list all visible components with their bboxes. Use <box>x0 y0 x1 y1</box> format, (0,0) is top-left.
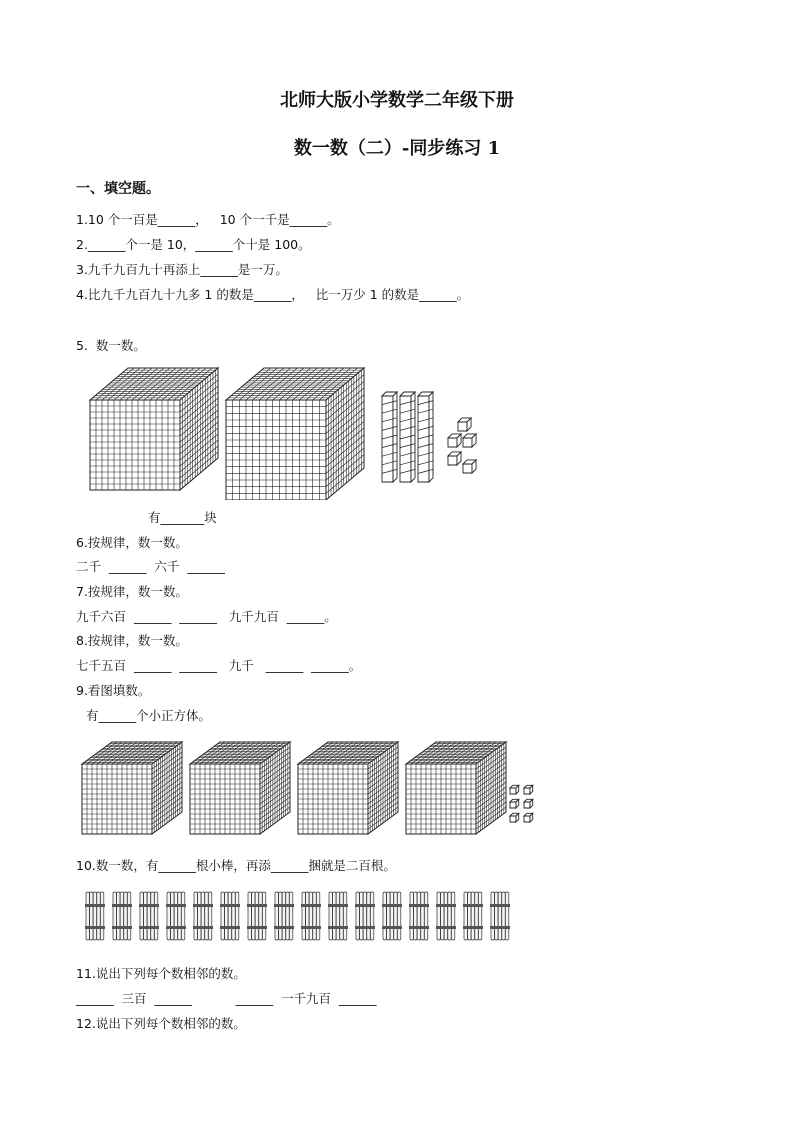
section-heading: 一、填空题。 <box>76 181 160 197</box>
question-10: 10.数一数，有______根小棒，再添______捆就是二百根。 <box>76 858 396 873</box>
question-12: 12.说出下列每个数相邻的数。 <box>76 1016 246 1031</box>
stick-bundle <box>409 892 429 940</box>
question-2: 2.______个一是 10，______个十是 100。 <box>76 237 311 252</box>
question-9: 9.看图填数。 <box>76 683 151 698</box>
thousand-block-cube <box>190 742 290 834</box>
hundred-block-cube <box>90 368 218 490</box>
stick-bundle <box>490 892 510 940</box>
question-6-line: 二千 ______ 六千 ______ <box>76 559 225 574</box>
stick-bundle <box>112 892 132 940</box>
stick-bundle <box>220 892 240 940</box>
thousand-block-cube <box>406 742 506 834</box>
question-11: 11.说出下列每个数相邻的数。 <box>76 966 246 981</box>
stick-bundle <box>301 892 321 940</box>
doc-title: 北师大版小学数学二年级下册 <box>280 90 514 111</box>
stick-bundle <box>274 892 294 940</box>
question-8: 8.按规律，数一数。 <box>76 633 188 648</box>
unit-cubes <box>448 418 476 473</box>
hundred-block-cube <box>226 368 364 500</box>
stick-bundle <box>247 892 267 940</box>
question-5: 5. 数一数。 <box>76 338 146 353</box>
question-11-line: ______ 三百 ______ ______ 一千九百 ______ <box>76 991 377 1006</box>
doc-subtitle: 数一数（二）-同步练习 1 <box>293 138 501 159</box>
stick-bundles <box>85 892 510 940</box>
question-6: 6.按规律，数一数。 <box>76 535 188 550</box>
question-9-line: 有______个小正方体。 <box>86 708 212 723</box>
question-4: 4.比九千九百九十九多 1 的数是______， 比一万少 1 的数是______。 <box>76 287 470 302</box>
question-7-line: 九千六百 ______ ______ 九千九百 ______。 <box>76 609 337 624</box>
stick-bundle <box>85 892 105 940</box>
figure-q9-blocks <box>78 738 538 838</box>
question-8-line: 七千五百 ______ ______ 九千 ______ ______。 <box>76 658 362 673</box>
stick-bundle <box>382 892 402 940</box>
stick-bundle <box>166 892 186 940</box>
stick-bundle <box>193 892 213 940</box>
question-5-answer: 有_______块 <box>148 510 217 525</box>
stick-bundle <box>328 892 348 940</box>
unit-cubes <box>510 785 533 822</box>
thousand-block-cube <box>298 742 398 834</box>
question-1: 1.10 个一百是______， 10 个一千是______。 <box>76 212 340 227</box>
stick-bundle <box>436 892 456 940</box>
stick-bundle <box>355 892 375 940</box>
stick-bundle <box>139 892 159 940</box>
ten-rods <box>382 392 433 482</box>
figure-q5-blocks <box>80 360 500 500</box>
question-7: 7.按规律，数一数。 <box>76 584 188 599</box>
question-3: 3.九千九百九十再添上______是一万。 <box>76 262 288 277</box>
stick-bundle <box>463 892 483 940</box>
figure-q10-bundles <box>82 886 522 946</box>
thousand-block-cube <box>82 742 182 834</box>
